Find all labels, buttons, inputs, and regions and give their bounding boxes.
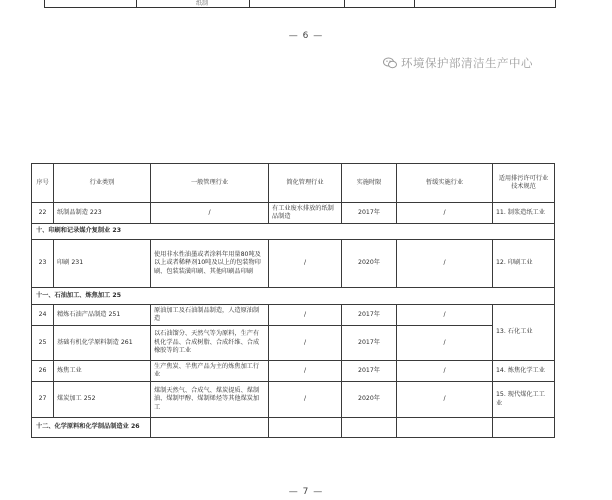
row-deferred: / [397,361,493,382]
wechat-icon [383,57,397,69]
row-general: 原油加工及石油制品制造，人造原油制造 [151,305,269,326]
table-row [32,305,555,326]
row-deferred: / [397,305,493,326]
row-category: 炼焦工业 [54,361,151,382]
watermark-text: 环境保护部清洁生产中心 [401,56,533,70]
row-spec-merged: 13. 石化工业 [493,305,555,361]
header-general: 一般管理行业 [151,164,269,203]
section-title: 十二、化学原料和化学制品制造业 26 [32,418,151,438]
table-row [32,203,555,224]
row-spec: 15. 现代煤化工工业 [493,382,555,418]
section-title: 十一、石油加工、炼焦加工 25 [32,288,555,305]
permit-industry-table [31,163,555,438]
section-title: 十、印刷和记录媒介复制业 23 [32,224,555,240]
row-category: 精炼石油产品制造 251 [54,305,151,326]
header-deadline: 实施时限 [342,164,397,203]
row-simplified: / [269,240,342,288]
row-simplified: / [269,305,342,326]
header-spec: 适用排污许可行业技术规范 [493,164,555,203]
header-simplified: 简化管理行业 [269,164,342,203]
row-deadline: 2017年 [342,203,397,224]
header-deferred: 暂缓实施行业 [397,164,493,203]
row-spec: 14. 炼焦化学工业 [493,361,555,382]
row-deadline: 2020年 [342,382,397,418]
header-category: 行业类别 [54,164,151,203]
cut-text-fragment: 纸制 [196,0,209,7]
page-number-top: — 6 — [288,31,324,41]
row-simplified: / [269,361,342,382]
row-simplified: / [269,382,342,418]
table-row [32,326,555,361]
row-deferred: / [397,240,493,288]
table-row [32,361,555,382]
section-row [32,224,555,240]
row-category: 基础有机化学原料制造 261 [54,326,151,361]
row-number: 27 [32,382,54,418]
row-simplified: / [269,326,342,361]
row-deadline: 2017年 [342,361,397,382]
row-spec: 11. 制浆造纸工业 [493,203,555,224]
row-category: 印刷 231 [54,240,151,288]
previous-table-bottom-edge [44,0,556,10]
row-general: 生产焦炭、半焦产品为主的炼焦加工行业 [151,361,269,382]
row-general: 使用非水性油墨或者涂料年用量80吨及以上或者稀释剂10吨及以上的包装物印刷、包装装潢印刷、其他印刷品印刷 [151,240,269,288]
row-number: 25 [32,326,54,361]
row-category: 煤炭加工 252 [54,382,151,418]
header-number: 序号 [32,164,54,203]
row-deadline: 2017年 [342,305,397,326]
row-simplified: 有工业废水排放的纸制品制造 [269,203,342,224]
row-deferred: / [397,326,493,361]
row-general: / [151,203,269,224]
watermark [383,55,533,71]
row-deferred: / [397,203,493,224]
row-general: 以石油馏分、天然气等为原料，生产有机化学品、合成树脂、合成纤维、合成橡胶等的工业 [151,326,269,361]
row-number: 23 [32,240,54,288]
row-deferred: / [397,382,493,418]
table-row [32,240,555,288]
table-row [32,382,555,418]
row-deadline: 2020年 [342,240,397,288]
row-category: 纸制品制造 223 [54,203,151,224]
row-deadline: 2017年 [342,326,397,361]
row-spec: 12. 印刷工业 [493,240,555,288]
row-number: 22 [32,203,54,224]
section-row [32,288,555,305]
page-number-bottom: — 7 — [288,487,324,497]
row-number: 24 [32,305,54,326]
table-header-row [32,164,555,203]
row-general: 煤制天然气、合成气、煤炭提质、煤制油、煤制甲醇、煤制烯烃等其他煤炭加工 [151,382,269,418]
row-number: 26 [32,361,54,382]
section-row [32,418,555,438]
